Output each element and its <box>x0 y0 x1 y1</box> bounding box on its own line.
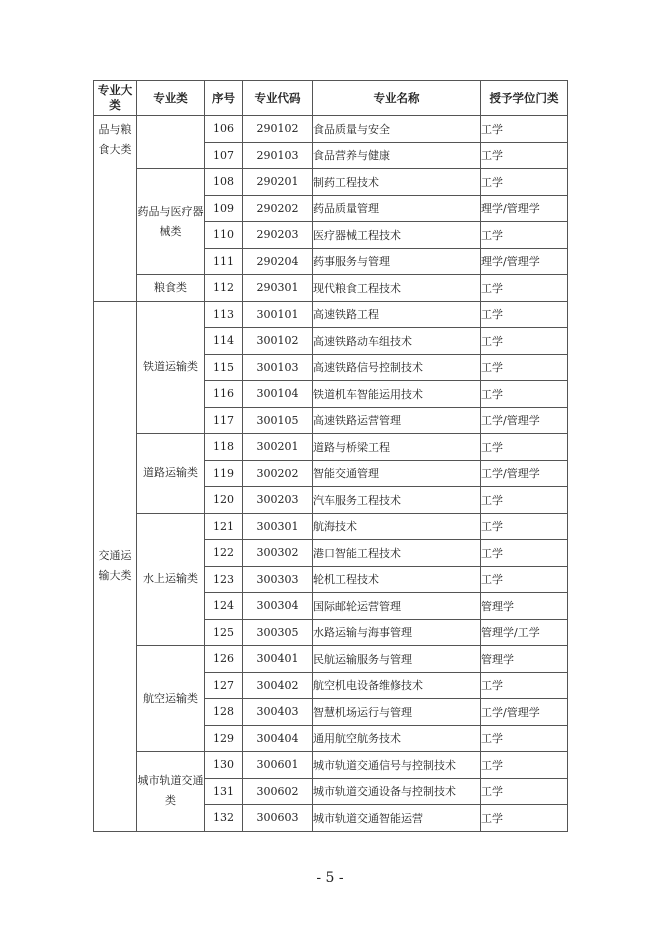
name-cell: 高速铁路工程 <box>313 301 481 328</box>
degree-cell: 工学 <box>481 725 568 752</box>
serial-cell: 121 <box>205 513 243 540</box>
code-cell: 300102 <box>243 328 313 355</box>
serial-cell: 111 <box>205 248 243 275</box>
code-cell: 290204 <box>243 248 313 275</box>
code-cell: 300305 <box>243 619 313 646</box>
degree-cell: 工学 <box>481 752 568 779</box>
degree-cell: 工学 <box>481 487 568 514</box>
serial-cell: 110 <box>205 222 243 249</box>
degree-cell: 工学 <box>481 540 568 567</box>
header-serial: 序号 <box>205 81 243 116</box>
serial-cell: 129 <box>205 725 243 752</box>
serial-cell: 115 <box>205 354 243 381</box>
major-category-cell: 水上运输类 <box>137 513 205 646</box>
code-cell: 300301 <box>243 513 313 540</box>
major-category-cell-empty <box>137 116 205 169</box>
name-cell: 药品质量管理 <box>313 195 481 222</box>
serial-cell: 107 <box>205 142 243 169</box>
code-cell: 290203 <box>243 222 313 249</box>
code-cell: 300304 <box>243 593 313 620</box>
name-cell: 城市轨道交通设备与控制技术 <box>313 778 481 805</box>
code-cell: 300404 <box>243 725 313 752</box>
major-group-cell: 交通运输大类 <box>94 301 137 831</box>
degree-cell: 工学/管理学 <box>481 699 568 726</box>
name-cell: 航空机电设备维修技术 <box>313 672 481 699</box>
code-cell: 290102 <box>243 116 313 143</box>
header-major-group: 专业大类 <box>94 81 137 116</box>
header-degree: 授予学位门类 <box>481 81 568 116</box>
name-cell: 国际邮轮运营管理 <box>313 593 481 620</box>
serial-cell: 122 <box>205 540 243 567</box>
name-cell: 铁道机车智能运用技术 <box>313 381 481 408</box>
degree-cell: 工学 <box>481 142 568 169</box>
serial-cell: 119 <box>205 460 243 487</box>
degree-cell: 管理学/工学 <box>481 619 568 646</box>
degree-cell: 工学 <box>481 778 568 805</box>
degree-cell: 工学 <box>481 116 568 143</box>
table-row <box>94 169 568 196</box>
degree-cell: 工学/管理学 <box>481 460 568 487</box>
name-cell: 食品营养与健康 <box>313 142 481 169</box>
degree-cell: 理学/管理学 <box>481 195 568 222</box>
degree-cell: 工学 <box>481 301 568 328</box>
major-category-cell: 道路运输类 <box>137 434 205 514</box>
header-major-category: 专业类 <box>137 81 205 116</box>
serial-cell: 127 <box>205 672 243 699</box>
major-catalog-table <box>93 80 568 832</box>
name-cell: 药事服务与管理 <box>313 248 481 275</box>
degree-cell: 工学 <box>481 513 568 540</box>
name-cell: 汽车服务工程技术 <box>313 487 481 514</box>
major-category-cell: 城市轨道交通类 <box>137 752 205 832</box>
degree-cell: 管理学 <box>481 646 568 673</box>
code-cell: 300403 <box>243 699 313 726</box>
name-cell: 通用航空航务技术 <box>313 725 481 752</box>
serial-cell: 106 <box>205 116 243 143</box>
serial-cell: 125 <box>205 619 243 646</box>
name-cell: 城市轨道交通信号与控制技术 <box>313 752 481 779</box>
serial-cell: 123 <box>205 566 243 593</box>
name-cell: 医疗器械工程技术 <box>313 222 481 249</box>
serial-cell: 128 <box>205 699 243 726</box>
name-cell: 高速铁路运营管理 <box>313 407 481 434</box>
degree-cell: 工学 <box>481 381 568 408</box>
table-row <box>94 513 568 540</box>
serial-cell: 132 <box>205 805 243 832</box>
code-cell: 300302 <box>243 540 313 567</box>
name-cell: 高速铁路动车组技术 <box>313 328 481 355</box>
code-cell: 290202 <box>243 195 313 222</box>
serial-cell: 126 <box>205 646 243 673</box>
page-number: - 5 - <box>316 870 344 886</box>
code-cell: 300303 <box>243 566 313 593</box>
degree-cell: 工学 <box>481 672 568 699</box>
table-row <box>94 752 568 779</box>
code-cell: 300104 <box>243 381 313 408</box>
name-cell: 城市轨道交通智能运营 <box>313 805 481 832</box>
degree-cell: 工学 <box>481 805 568 832</box>
serial-cell: 114 <box>205 328 243 355</box>
table-row <box>94 434 568 461</box>
code-cell: 300105 <box>243 407 313 434</box>
table-header-row <box>94 81 568 116</box>
serial-cell: 112 <box>205 275 243 302</box>
code-cell: 300201 <box>243 434 313 461</box>
code-cell: 290103 <box>243 142 313 169</box>
code-cell: 300601 <box>243 752 313 779</box>
table-row <box>94 275 568 302</box>
table-row <box>94 301 568 328</box>
code-cell: 290201 <box>243 169 313 196</box>
name-cell: 高速铁路信号控制技术 <box>313 354 481 381</box>
name-cell: 智慧机场运行与管理 <box>313 699 481 726</box>
serial-cell: 124 <box>205 593 243 620</box>
table-row <box>94 116 568 143</box>
name-cell: 道路与桥梁工程 <box>313 434 481 461</box>
code-cell: 290301 <box>243 275 313 302</box>
name-cell: 港口智能工程技术 <box>313 540 481 567</box>
code-cell: 300101 <box>243 301 313 328</box>
degree-cell: 理学/管理学 <box>481 248 568 275</box>
degree-cell: 工学 <box>481 222 568 249</box>
degree-cell: 工学 <box>481 275 568 302</box>
degree-cell: 工学 <box>481 434 568 461</box>
serial-cell: 130 <box>205 752 243 779</box>
name-cell: 制药工程技术 <box>313 169 481 196</box>
major-category-cell: 粮食类 <box>137 275 205 302</box>
code-cell: 300402 <box>243 672 313 699</box>
degree-cell: 工学 <box>481 169 568 196</box>
code-cell: 300203 <box>243 487 313 514</box>
header-major-code: 专业代码 <box>243 81 313 116</box>
major-category-cell: 航空运输类 <box>137 646 205 752</box>
degree-cell: 工学 <box>481 328 568 355</box>
name-cell: 智能交通管理 <box>313 460 481 487</box>
major-group-cell: 品与粮食大类 <box>94 116 137 302</box>
serial-cell: 131 <box>205 778 243 805</box>
serial-cell: 113 <box>205 301 243 328</box>
serial-cell: 120 <box>205 487 243 514</box>
code-cell: 300602 <box>243 778 313 805</box>
name-cell: 航海技术 <box>313 513 481 540</box>
code-cell: 300401 <box>243 646 313 673</box>
major-category-cell: 铁道运输类 <box>137 301 205 434</box>
code-cell: 300202 <box>243 460 313 487</box>
table-row <box>94 646 568 673</box>
name-cell: 民航运输服务与管理 <box>313 646 481 673</box>
name-cell: 食品质量与安全 <box>313 116 481 143</box>
serial-cell: 109 <box>205 195 243 222</box>
code-cell: 300603 <box>243 805 313 832</box>
degree-cell: 工学 <box>481 354 568 381</box>
serial-cell: 108 <box>205 169 243 196</box>
degree-cell: 管理学 <box>481 593 568 620</box>
name-cell: 现代粮食工程技术 <box>313 275 481 302</box>
major-category-cell: 药品与医疗器械类 <box>137 169 205 275</box>
degree-cell: 工学/管理学 <box>481 407 568 434</box>
name-cell: 水路运输与海事管理 <box>313 619 481 646</box>
serial-cell: 117 <box>205 407 243 434</box>
serial-cell: 118 <box>205 434 243 461</box>
name-cell: 轮机工程技术 <box>313 566 481 593</box>
degree-cell: 工学 <box>481 566 568 593</box>
serial-cell: 116 <box>205 381 243 408</box>
header-major-name: 专业名称 <box>313 81 481 116</box>
code-cell: 300103 <box>243 354 313 381</box>
